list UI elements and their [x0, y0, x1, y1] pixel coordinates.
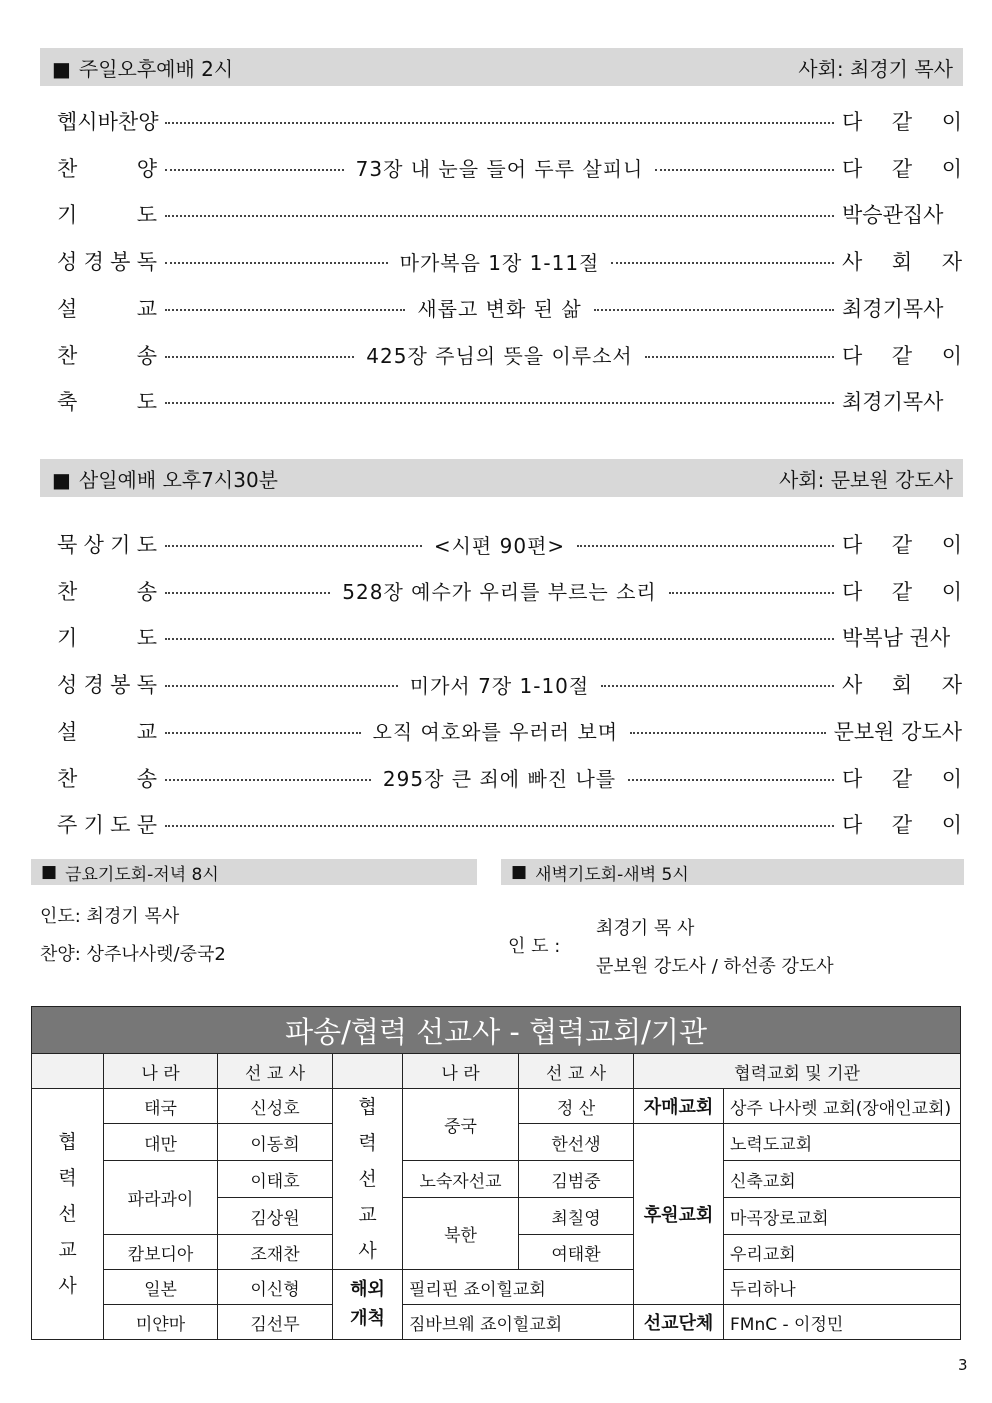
country-cell: 태국 [104, 1089, 218, 1124]
support-church-label: 후원교회 [634, 1124, 724, 1305]
country-cell: 미얀마 [104, 1305, 218, 1340]
order-detail: 73장 내 눈을 들어 두루 살피니 [355, 157, 644, 182]
header-missionary: 선 교 사 [218, 1054, 333, 1089]
order-detail: 295장 큰 죄에 빠진 나를 [382, 767, 617, 791]
order-row [57, 809, 962, 839]
order-detail: 새롭고 변화 된 삶 [417, 297, 582, 322]
order-row [57, 386, 962, 416]
header-country: 나 라 [403, 1054, 519, 1089]
missionary-cell: 정 산 [519, 1089, 634, 1124]
order-label: 찬 송 [57, 766, 157, 791]
order-label: 설 교 [57, 296, 157, 321]
order-person: 다 같 이 [842, 579, 962, 604]
header-missionary: 선 교 사 [519, 1054, 634, 1089]
support-church: 마곡장로교회 [724, 1198, 961, 1235]
missions-table [31, 1006, 961, 1340]
order-person: 최경기목사 [842, 390, 944, 415]
dotted-leader [165, 309, 405, 311]
order-detail: 미가서 7장 1-10절 [409, 673, 590, 698]
support-church: 우리교회 [724, 1235, 961, 1270]
sister-church-label: 자매교회 [634, 1089, 724, 1124]
missionary-cell: 신성호 [218, 1089, 333, 1124]
dotted-leader [165, 356, 354, 358]
order-row [57, 763, 962, 793]
header-blank [333, 1054, 403, 1089]
friday-header [31, 859, 477, 885]
dotted-leader [165, 122, 834, 124]
order-row [57, 340, 962, 370]
dawn-leader-2: 문보원 강도사 / 하선종 강도사 [596, 956, 834, 977]
dotted-leader [577, 545, 834, 547]
mission-org: FMnC - 이정민 [724, 1305, 961, 1340]
order-label: 기 도 [57, 203, 157, 228]
header-churches: 협력교회 및 기관 [634, 1054, 961, 1089]
missionary-cell: 조재찬 [218, 1235, 333, 1270]
dotted-leader [165, 779, 371, 781]
missionary-cell: 여태환 [519, 1235, 634, 1270]
dotted-leader [165, 545, 422, 547]
header-country: 나 라 [104, 1054, 218, 1089]
order-detail: 오직 여호와를 우러러 보며 [372, 720, 619, 745]
dawn-title: 새벽기도회-새벽 5시 [535, 864, 689, 885]
group2-label: 협 력 선 교 사 [333, 1089, 403, 1270]
group1-label: 협 력 선 교 사 [32, 1089, 104, 1340]
missions-title: 파송/협력 선교사 - 협력교회/기관 [32, 1007, 961, 1054]
support-church: 신축교회 [724, 1161, 961, 1198]
missionary-cell: 김선무 [218, 1305, 333, 1340]
country-cell: 중국 [403, 1089, 519, 1161]
dotted-leader [165, 169, 344, 171]
order-row [57, 576, 962, 606]
order-person: 다 같 이 [842, 533, 962, 557]
order-label: 성 경 봉 독 [57, 250, 157, 275]
overseas-label: 해외 개척 [333, 1270, 403, 1340]
order-label: 묵 상 기 도 [57, 533, 157, 557]
friday-leader: 인도: 최경기 목사 [40, 906, 180, 927]
order-label: 찬 송 [57, 343, 157, 368]
support-church: 두리하나 [724, 1270, 961, 1305]
dotted-leader [655, 169, 834, 171]
wednesday-title: 삼일예배 오후7시30분 [78, 467, 278, 492]
header-blank [32, 1054, 104, 1089]
order-person: 최경기목사 [842, 296, 944, 321]
sunday-section-header [40, 48, 963, 86]
order-row [57, 199, 962, 229]
overseas-church: 짐바브웨 죠이힐교회 [403, 1305, 634, 1340]
dotted-leader [628, 779, 834, 781]
org-label: 선교단체 [634, 1305, 724, 1340]
order-label: 찬 송 [57, 579, 157, 604]
missionary-cell: 이동희 [218, 1124, 333, 1161]
order-person: 문보원 강도사 [833, 719, 962, 744]
dotted-leader [165, 732, 361, 734]
order-detail: 마가복음 1장 1-11절 [399, 250, 600, 275]
dotted-leader [594, 309, 834, 311]
order-label: 축 도 [57, 390, 157, 415]
order-person: 다 같 이 [842, 110, 962, 134]
order-row [57, 246, 962, 276]
order-person: 박복남 권사 [842, 626, 951, 651]
missionary-cell: 김범중 [519, 1161, 634, 1198]
dotted-leader [165, 592, 330, 594]
order-row [57, 622, 962, 652]
dotted-leader [669, 592, 834, 594]
country-cell: 파라과이 [104, 1161, 218, 1235]
overseas-church: 필리핀 죠이힐교회 [403, 1270, 724, 1305]
order-person: 사 회 자 [842, 673, 962, 698]
sunday-host: 사회: 최경기 목사 [798, 56, 953, 81]
order-row [57, 106, 962, 136]
country-cell: 노숙자선교 [403, 1161, 519, 1198]
order-label: 찬 양 [57, 156, 157, 181]
country-cell: 일본 [104, 1270, 218, 1305]
order-label: 기 도 [57, 626, 157, 651]
square-bullet-icon: ■ [52, 56, 71, 81]
page-number: 3 [958, 1356, 968, 1374]
missionary-cell: 이신형 [218, 1270, 333, 1305]
order-row [57, 669, 962, 699]
missionary-cell: 최칠영 [519, 1198, 634, 1235]
order-detail: 528장 예수가 우리를 부르는 소리 [342, 580, 657, 605]
country-cell: 북한 [403, 1198, 519, 1270]
dawn-header [501, 859, 964, 885]
sister-church: 상주 나사렛 교회(장애인교회) [724, 1089, 961, 1124]
order-row [57, 153, 962, 183]
order-row [57, 716, 962, 746]
dotted-leader [601, 685, 834, 687]
dotted-leader [630, 732, 826, 734]
missionary-cell: 김상원 [218, 1198, 333, 1235]
order-person: 사 회 자 [842, 250, 962, 275]
dotted-leader [165, 215, 834, 217]
order-detail: <시편 90편> [433, 533, 566, 558]
order-detail: 425장 주님의 뜻을 이루소서 [366, 344, 633, 368]
missionary-cell: 한선생 [519, 1124, 634, 1161]
order-person: 다 같 이 [842, 343, 962, 368]
order-row [57, 529, 962, 559]
dotted-leader [165, 638, 834, 640]
friday-title: 금요기도회-저녁 8시 [65, 864, 219, 885]
order-person: 다 같 이 [842, 766, 962, 791]
dotted-leader [165, 825, 834, 827]
order-label: 헵 시 바 찬 양 [57, 110, 159, 134]
dawn-leader-1: 최경기 목 사 [596, 918, 695, 939]
order-person: 박승관집사 [842, 203, 944, 228]
country-cell: 대만 [104, 1124, 218, 1161]
order-label: 성 경 봉 독 [57, 673, 157, 698]
dotted-leader [165, 262, 388, 264]
order-row [57, 293, 962, 323]
dotted-leader [165, 402, 834, 404]
missionary-cell: 이태호 [218, 1161, 333, 1198]
dotted-leader [645, 356, 834, 358]
dotted-leader [611, 262, 834, 264]
support-church: 노력도교회 [724, 1124, 961, 1161]
order-label: 설 교 [57, 719, 157, 744]
square-bullet-icon: ■ [511, 862, 528, 882]
order-person: 다 같 이 [842, 156, 962, 181]
friday-praise: 찬양: 상주나사렛/중국2 [40, 944, 226, 965]
sunday-title: 주일오후예배 2시 [78, 56, 234, 81]
square-bullet-icon: ■ [52, 467, 71, 492]
wednesday-section-header [40, 459, 963, 497]
dawn-leader-label: 인 도 : [508, 936, 561, 957]
wednesday-host: 사회: 문보원 강도사 [778, 467, 953, 492]
square-bullet-icon: ■ [41, 862, 58, 882]
order-label: 주 기 도 문 [57, 813, 157, 838]
order-person: 다 같 이 [842, 813, 962, 838]
country-cell: 캄보디아 [104, 1235, 218, 1270]
dotted-leader [165, 685, 398, 687]
